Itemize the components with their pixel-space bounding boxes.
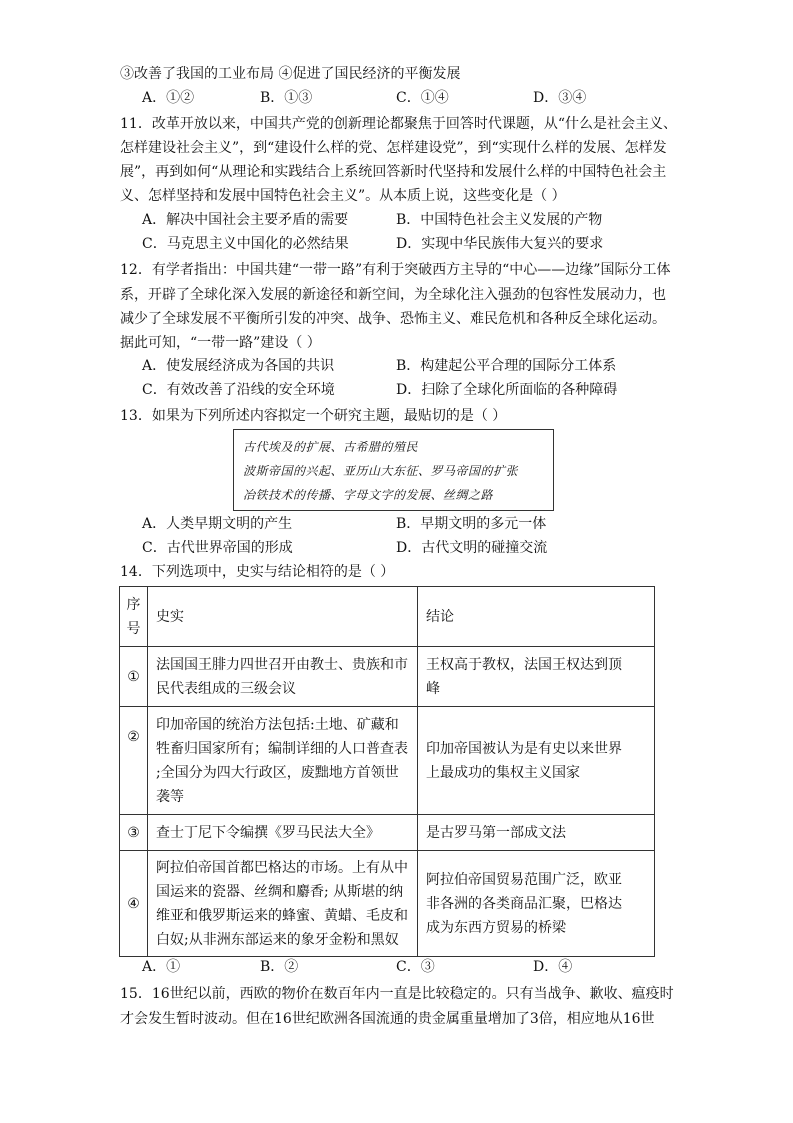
row-conclusion <box>418 851 655 957</box>
q12-stem-line: 12．有学者指出：中国共建“一带一路”有利于突破西方主导的“中心——边缘”国际分工体 <box>120 262 671 278</box>
q13-material-box <box>233 429 554 511</box>
fact-line: 查士丁尼下令编撰《罗马民法大全》 <box>156 824 380 841</box>
row-fact <box>148 851 418 957</box>
fact-line: 牲畜归国家所有；编制详细的人口普查表 <box>156 740 408 757</box>
table-row <box>120 647 655 707</box>
q13-option-a[interactable]: A．人类早期文明的产生 <box>142 516 293 532</box>
fact-line: 白奴;从非洲东部运来的象牙金粉和黑奴 <box>156 931 399 948</box>
q11-option-a[interactable]: A．解决中国社会主要矛盾的需要 <box>142 212 349 228</box>
row-num: ② <box>120 707 148 815</box>
table-header-row <box>120 587 655 647</box>
row-fact <box>148 815 418 851</box>
conclusion-line: 印加帝国被认为是有史以来世界 <box>426 740 622 757</box>
conclusion-line: 是古罗马第一部成文法 <box>426 824 566 841</box>
q13-material-line: 波斯帝国的兴起、亚历山大东征、罗马帝国的扩张 <box>243 464 519 478</box>
q11-stem-line: 展”，再到如何“从理论和实践结合上系统回答新时代坚持和发展什么样的中国特色社会主 <box>120 164 667 180</box>
fact-line: 印加帝国的统治方法包括:土地、矿藏和 <box>156 716 399 733</box>
q14-table <box>119 586 655 957</box>
fact-line: 国运来的瓷器、丝绸和麝香; 从斯堪的纳 <box>156 883 404 900</box>
q14-option-d[interactable]: D．④ <box>533 959 573 975</box>
row-conclusion <box>418 707 655 815</box>
table-row <box>120 815 655 851</box>
q15-stem-line: 15．16世纪以前，西欧的物价在数百年内一直是比较稳定的。只有当战争、歉收、瘟疫时 <box>120 986 674 1002</box>
q10-choice-line: ③改善了我国的工业布局 ④促进了国民经济的平衡发展 <box>120 66 461 82</box>
header-conclusion: 结论 <box>418 587 655 647</box>
q13-material-line: 古代埃及的扩展、古希腊的殖民 <box>243 440 419 454</box>
row-num: ③ <box>120 815 148 851</box>
q13-material-line: 冶铁技术的传播、字母文字的发展、丝绸之路 <box>243 488 494 502</box>
q11-option-d[interactable]: D．实现中华民族伟大复兴的要求 <box>396 236 604 252</box>
q11-stem-line: 怎样建设社会主义”，到“建设什么样的党、怎样建设党”，到“实现什么样的发展、怎样发 <box>120 140 667 156</box>
fact-line: ;全国分为四大行政区，废黜地方首领世 <box>156 764 399 781</box>
conclusion-line: 王权高于教权，法国王权达到顶 <box>426 656 622 673</box>
conclusion-line: 阿拉伯帝国贸易范围广泛，欧亚 <box>426 871 622 888</box>
q11-stem-line: 义、怎样坚持和发展中国特色社会主义”。从本质上说，这些变化是（ ） <box>120 188 566 204</box>
q13-option-d[interactable]: D．古代文明的碰撞交流 <box>396 540 548 556</box>
row-fact <box>148 707 418 815</box>
q14-stem: 14．下列选项中，史实与结论相符的是（ ） <box>120 564 395 580</box>
q12-stem-line: 据此可知，“一带一路”建设（ ） <box>120 335 321 351</box>
q12-stem-line: 减少了全球发展不平衡所引发的冲突、战争、恐怖主义、难民危机和各种反全球化运动。 <box>120 311 666 327</box>
q12-stem-line: 系，开辟了全球化深入发展的新途径和新空间，为全球化注入强劲的包容性发展动力，也 <box>120 287 666 303</box>
conclusion-line: 非各洲的各类商品汇聚，巴格达 <box>426 895 622 912</box>
fact-line: 民代表组成的三级会议 <box>156 680 296 697</box>
q12-option-c[interactable]: C．有效改善了沿线的安全环境 <box>142 382 335 398</box>
q14-option-b[interactable]: B．② <box>260 959 299 975</box>
fact-line: 维亚和俄罗斯运来的蜂蜜、黄蜡、毛皮和 <box>156 907 408 924</box>
q14-option-c[interactable]: C．③ <box>396 959 435 975</box>
q11-option-c[interactable]: C．马克思主义中国化的必然结果 <box>142 236 349 252</box>
q13-option-c[interactable]: C．古代世界帝国的形成 <box>142 540 293 556</box>
row-num: ④ <box>120 851 148 957</box>
q11-stem-line: 11．改革开放以来，中国共产党的创新理论都聚焦于回答时代课题，从“什么是社会主义、 <box>120 116 677 132</box>
header-num-text: 序号 <box>126 596 141 637</box>
fact-line: 袭等 <box>156 788 184 805</box>
q10-option-c[interactable]: C．①④ <box>396 90 449 106</box>
q15-stem-line: 才会发生暂时波动。但在16世纪欧洲各国流通的贵金属重量增加了3倍，相应地从16世 <box>120 1011 655 1027</box>
table-row <box>120 851 655 957</box>
row-num: ① <box>120 647 148 707</box>
q10-option-b[interactable]: B．①③ <box>260 90 313 106</box>
table-row <box>120 707 655 815</box>
row-conclusion <box>418 647 655 707</box>
q10-option-d[interactable]: D．③④ <box>533 90 587 106</box>
q12-option-a[interactable]: A．使发展经济成为各国的共识 <box>142 358 335 374</box>
q14-option-a[interactable]: A．① <box>142 959 181 975</box>
conclusion-line: 成为东西方贸易的桥梁 <box>426 919 566 936</box>
header-fact: 史实 <box>148 587 418 647</box>
conclusion-line: 峰 <box>426 680 440 697</box>
fact-line: 阿拉伯帝国首都巴格达的市场。上有从中 <box>156 859 408 876</box>
q13-stem: 13．如果为下列所述内容拟定一个研究主题，最贴切的是（ ） <box>120 408 507 424</box>
q11-option-b[interactable]: B．中国特色社会主义发展的产物 <box>396 212 603 228</box>
q12-option-d[interactable]: D．扫除了全球化所面临的各种障碍 <box>396 382 618 398</box>
q10-option-a[interactable]: A．①② <box>142 90 195 106</box>
q12-option-b[interactable]: B．构建起公平合理的国际分工体系 <box>396 358 617 374</box>
conclusion-line: 上最成功的集权主义国家 <box>426 764 580 781</box>
q13-option-b[interactable]: B．早期文明的多元一体 <box>396 516 547 532</box>
fact-line: 法国国王腓力四世召开由教士、贵族和市 <box>156 656 408 673</box>
header-num <box>120 587 148 647</box>
row-fact <box>148 647 418 707</box>
row-conclusion <box>418 815 655 851</box>
